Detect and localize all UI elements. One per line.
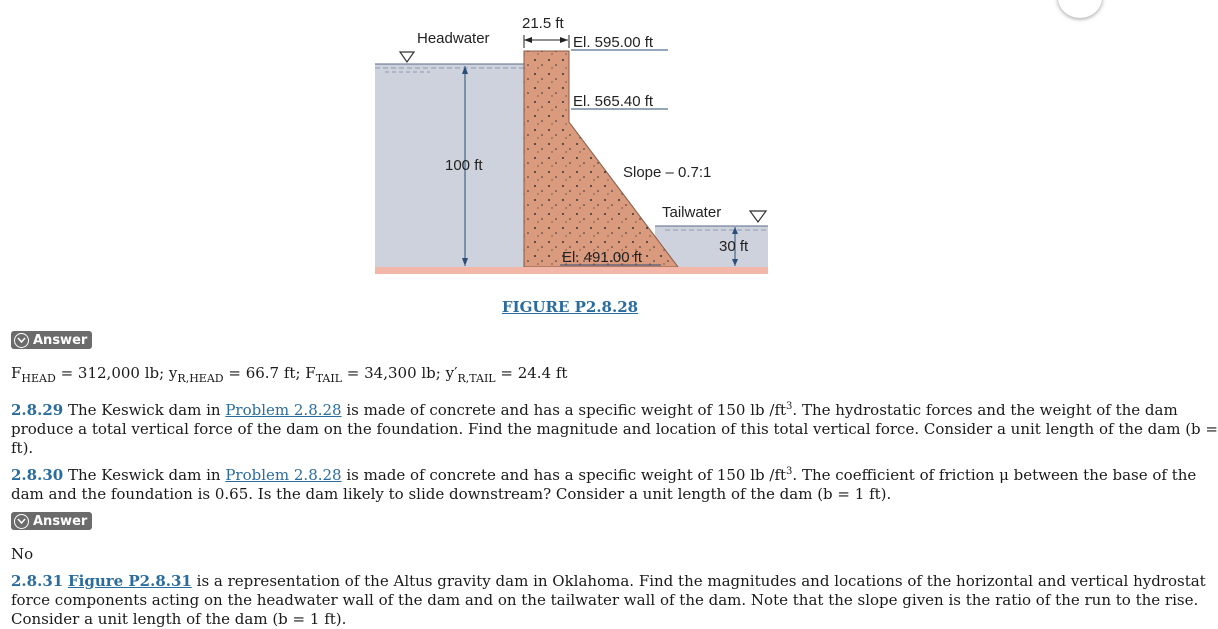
- problem-2-8-30: 2.8.30 The Keswick dam in Problem 2.8.28 is made of concrete and has a specific weight of 150 lb $/ft^3$. The coefficient of friction μ between the base of the dam and the foundation is 0.65. Is the dam likely to slide downstream? Consider a unit length of the dam (b = 1 ft).: [11, 466, 1197, 503]
- crest-elevation-label: El. 595.00 ft: [573, 34, 654, 51]
- slope-label: Slope – 0.7:1: [623, 164, 712, 181]
- problem-number: 2.8.29: [11, 401, 64, 419]
- answer-button-label: Answer: [33, 332, 88, 348]
- answer-toggle-button[interactable]: [11, 331, 92, 349]
- break-elevation-label: El. 565.40 ft: [573, 93, 654, 110]
- headwater-level-icon: [400, 52, 414, 62]
- figure-link[interactable]: Figure P2.8.31: [67, 572, 192, 590]
- chevron-down-icon: [14, 514, 29, 529]
- answer-button-label: Answer: [33, 513, 88, 529]
- top-width-label: 21.5 ft: [522, 15, 564, 32]
- tailwater-level-icon: [750, 211, 766, 222]
- headwater-label: Headwater: [417, 30, 490, 47]
- ground: [375, 267, 768, 274]
- figure-caption-link[interactable]: FIGURE P2.8.28: [501, 298, 639, 316]
- problem-number: 2.8.30: [11, 466, 64, 484]
- base-elevation-label: El. 491.00 ft: [562, 249, 643, 266]
- answer-toggle-button[interactable]: [11, 512, 92, 530]
- problem-number: 2.8.31: [11, 572, 64, 590]
- height-label: 100 ft: [445, 157, 483, 174]
- dam-diagram: [0, 0, 1118, 300]
- problem-link[interactable]: Problem 2.8.28: [225, 466, 342, 484]
- answer-text: $F_{HEAD} = 312,000$ lb; $y_{R,HEAD} = 66.7$ ft; $F_{TAIL} = 34,300$ lb; $y'_{R,TAIL} = 24.4$ ft: [11, 364, 568, 385]
- dam-figure: [0, 0, 1118, 300]
- chevron-down-icon: [14, 333, 29, 348]
- tail-depth-label: 30 ft: [719, 238, 749, 255]
- problem-2-8-29: 2.8.29 The Keswick dam in Problem 2.8.28 is made of concrete and has a specific weight of 150 lb $/ft^3$. The hydrostatic forces and the weight of the dam produce a total vertical force of the dam on the foundation. Find the magnitude and location of this total vertical force. Consider a unit length of the dam (b = ft).: [11, 401, 1218, 457]
- problem-link[interactable]: Problem 2.8.28: [225, 401, 342, 419]
- tailwater-label: Tailwater: [662, 204, 722, 221]
- answer-text: No: [11, 545, 34, 563]
- problem-2-8-31: 2.8.31 Figure P2.8.31 is a representation of the Altus gravity dam in Oklahoma. Find the magnitudes and locations of the horizontal and vertical hydrostat force components acting on the headwater wall of the dam and on the tailwater wall of the dam. Note that the slope given is the ratio of the run to the rise. Consider a unit length of the dam (b = 1 ft).: [11, 572, 1206, 628]
